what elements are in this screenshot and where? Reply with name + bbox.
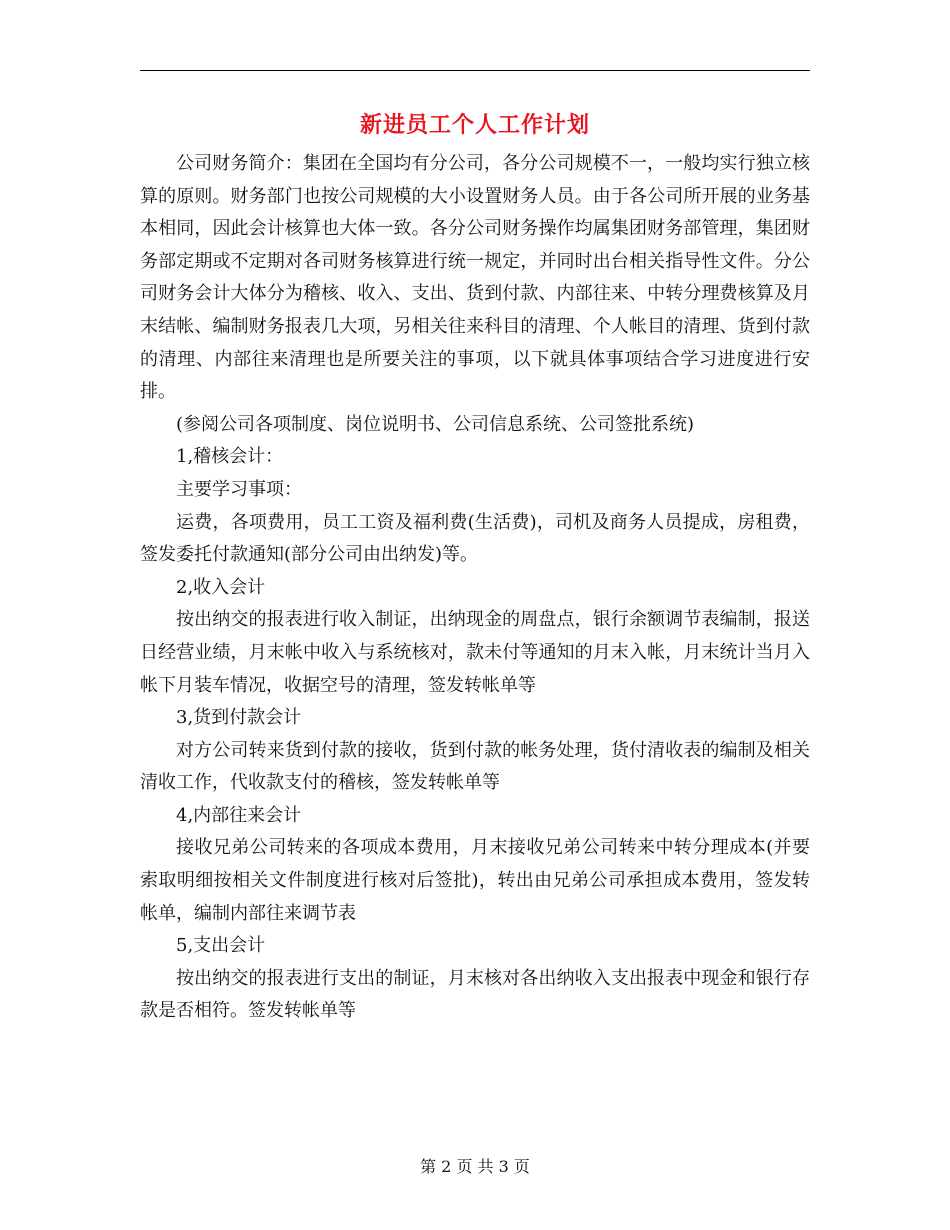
- page-number: 第 2 页 共 3 页: [420, 1157, 530, 1176]
- paragraph-cod: 对方公司转来货到付款的接收，货到付款的帐务处理，货付清收表的编制及相关清收工作，代收款支付的稽核，签发转帐单等: [140, 739, 810, 794]
- paragraph-references: (参阅公司各项制度、岗位说明书、公司信息系统、公司签批系统): [176, 413, 695, 435]
- subheading-main-items: 主要学习事项：: [176, 478, 302, 500]
- paragraph-intro: 公司财务简介：集团在全国均有分公司，各分公司规模不一，一般均实行独立核算的原则。财务部门也按公司规模的大小设置财务人员。由于各公司所开展的业务基本相同，因此会计核算也大体一致。各分公司财务操作均属集团财务部管理，集团财务部定期或不定期对各司财务核算进行统一规定，并同时出台相关指导性文件。分公司财务会计大体分为稽核、收入、支出、货到付款、内部往来、中转分理费核算及月末结帐、编制财务报表几大项，另相关往来科目的清理、个人帐目的清理、货到付款的清理、内部往来清理也是所要关注的事项，以下就具体事项结合学习进度进行安排。: [140, 153, 810, 403]
- paragraph-expense: 按出纳交的报表进行支出的制证，月末核对各出纳收入支出报表中现金和银行存款是否相符。签发转帐单等: [140, 967, 810, 1022]
- document-title: 新进员工个人工作计划: [359, 112, 590, 138]
- document-body: [140, 148, 810, 1028]
- section-heading-income: 2,收入会计: [176, 576, 266, 598]
- section-heading-audit: 1,稽核会计：: [176, 446, 284, 468]
- header-rule: [140, 70, 810, 71]
- paragraph-audit-items: 运费，各项费用，员工工资及福利费(生活费)，司机及商务人员提成，房租费，签发委托付款通知(部分公司由出纳发)等。: [140, 511, 810, 566]
- section-heading-internal: 4,内部往来会计: [176, 804, 302, 826]
- section-heading-cod: 3,货到付款会计: [176, 707, 302, 729]
- section-heading-expense: 5,支出会计: [176, 935, 266, 957]
- paragraph-income: 按出纳交的报表进行收入制证，出纳现金的周盘点，银行余额调节表编制，报送日经营业绩，月末帐中收入与系统核对，款未付等通知的月末入帐，月末统计当月入帐下月装车情况，收据空号的清理，签发转帐单等: [140, 609, 810, 696]
- paragraph-internal: 接收兄弟公司转来的各项成本费用，月末接收兄弟公司转来中转分理成本(并要索取明细按相关文件制度进行核对后签批)，转出由兄弟公司承担成本费用，签发转帐单，编制内部往来调节表: [140, 837, 810, 924]
